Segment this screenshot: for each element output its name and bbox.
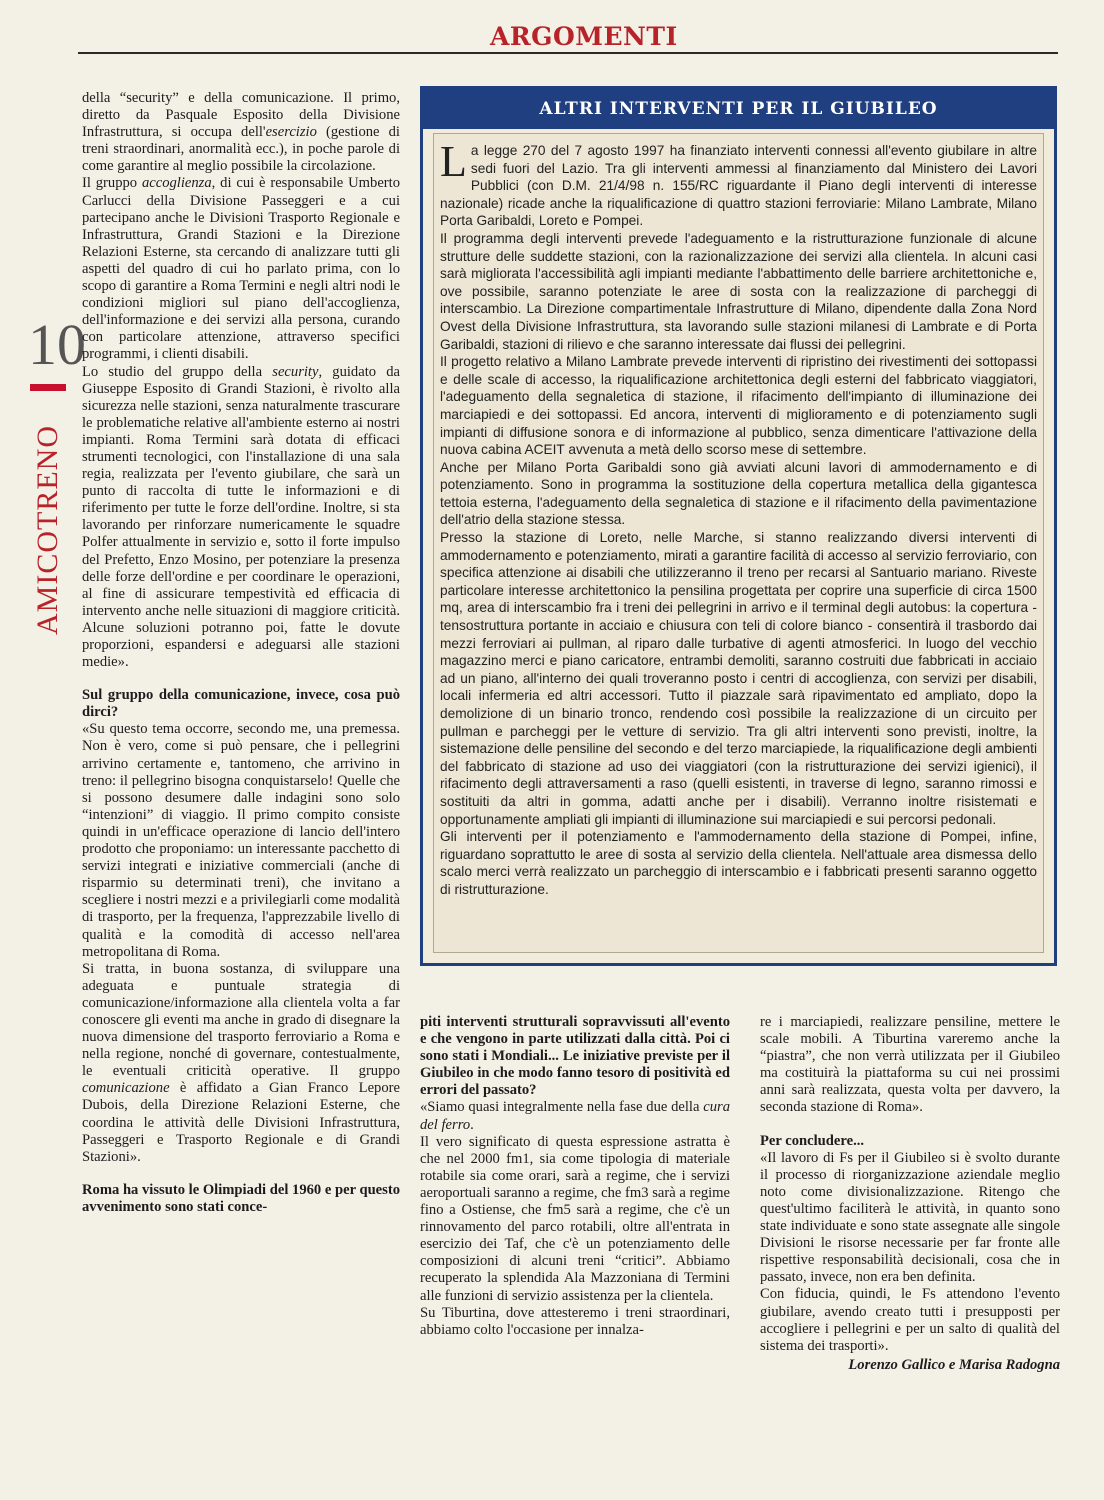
red-accent-bar xyxy=(30,384,66,391)
box-paragraph-4: Anche per Milano Porta Garibaldi sono già avviati alcuni lavori di ammodernamento e di potenziamento. Sono in programma la sostituzione della copertura metallica della gigantesca tettoia esterna, l'adeguamento della segnaletica di stazione e il rifacimento della pavimentazione dell'atrio della stazione stessa. xyxy=(440,459,1037,528)
right-paragraph-3: Con fiducia, quindi, le Fs attendono l'evento giubilare, avendo creato tutti i presupposti per accogliere i pellegrini e per un salto di qualità del sistema dei trasporti». xyxy=(760,1286,1060,1354)
left-paragraph-1: della “security” e della comunicazione. Il primo, diretto da Pasquale Esposito della Divisione Infrastruttura, si occupa dell'esercizio (gestione di treni straordinari, anormalità ecc.), in poche parole di come garantire al meglio possibile la circolazione. xyxy=(82,90,400,175)
box-paragraph-5: Presso la stazione di Loreto, nelle Marche, si stanno realizzando diversi interventi di ammodernamento e potenziamento, mirati a garantire facilità di accesso al servizio ferroviario, con specifica attenzione ai disabili che utilizzeranno il treno per recarsi al Santuario mariano. Riveste particolare interesse architettonico la pensilina progettata per coprire una superficie di circa 1500 mq, area di interscambio fra i treni dei pellegrini in arrivo e il terminal degli autobus: la copertura - tensostruttura portante in acciaio e chiusura con teli di colore bianco - consentirà il trasbordo dai mezzi ferroviari ai pullman, al riparo dalle turbative di agenti atmosferici. In luogo del vecchio magazzino merci e piano caricatore, entrambi demoliti, saranno costruiti due fabbricati in acciaio ad un piano, all'interno dei quali troveranno posto i centri di accoglienza, con servizi per disabili, locali infermeria ed altri accessori. Tutto il piazzale sarà ripavimentato ed ampliato, dopo la demolizione di un binario tronco, rendendo così possibile la realizzazione di un circuito per pullman e parcheggi per le vetture di servizio. Tra gli altri interventi sono previsti, inoltre, la sistemazione delle pensiline del secondo e del terzo marciapiede, la riqualificazione degli ambienti del fabbricato di stazione ad uso dei viaggiatori (con la ristrutturazione dei servizi igienici), il rifacimento degli attraversamenti a raso (quelli esistenti, in traverse di legno, saranno rimossi e sostituiti da altri in gomma, adatti anche per i disabili). Verranno inoltre risistemati e opportunamente ampliati gli impianti di illuminazione sui marciapiedi e sui percorsi pedonali. xyxy=(440,530,1037,827)
interview-question-2-continued: piti interventi strutturali sopravvissuti all'evento e che vengono in parte utilizzati dalla città. Poi ci sono stati i Mondiali... Le iniziative previste per il Giubileo in che modo fanno tesoro di positività ed errori del passato? xyxy=(420,1014,730,1099)
right-column xyxy=(760,1014,1060,1374)
box-paragraph-1: La legge 270 del 7 agosto 1997 ha finanziato interventi connessi all'evento giubilare in altre sedi fuori del Lazio. Tra gli interventi ammessi al finanziamento dal Ministero dei Lavori Pubblici (con D.M. 21/4/98 n. 155/RC riguardante il Piano degli interventi di interesse nazionale) ricade anche la riqualificazione di quattro stazioni ferroviarie: Milano Lambrate, Milano Porta Garibaldi, Loreto e Pompei. xyxy=(440,137,1037,229)
box-content-panel xyxy=(433,133,1044,953)
box-body xyxy=(440,137,1037,899)
middle-paragraph-3: Su Tiburtina, dove attesteremo i treni straordinari, abbiamo colto l'occasione per innalza- xyxy=(420,1304,730,1338)
left-column xyxy=(82,90,400,1216)
sidebar-box xyxy=(420,86,1057,966)
box-paragraph-6: Gli interventi per il potenziamento e l'ammodernamento della stazione di Pompei, infine, riguardano soprattutto le aree di sosta al servizio della clientela. Nell'attuale area dismessa dello scalo merci verrà realizzato un parcheggio di interscambio e i fabbricati presenti saranno oggetto di ristrutturazione. xyxy=(440,829,1037,897)
magazine-section-name: AMICOTRENO xyxy=(31,425,64,635)
box-paragraph-2: Il programma degli interventi prevede l'adeguamento e la ristrutturazione funzionale di alcune strutture delle suddette stazioni, con la razionalizzazione dei servizi alla clientela. In alcuni casi sarà migliorata l'accessibilità agli impianti mediante l'abbattimento delle barriere architettoniche e, ove possibile, saranno potenziate le aree di sosta con la realizzazione di parcheggi di interscambio. La Direzione compartimentale Infrastrutture di Milano, dipendente dalla Zona Nord Ovest della Divisione Infrastruttura, sta lavorando sulle stazioni milanesi di Lambrate e di Porta Garibaldi, stazioni di rilievo e che saranno interessate dai flussi dei pellegrini. xyxy=(440,230,1037,352)
left-paragraph-5: Si tratta, in buona sostanza, di sviluppare una adeguata e puntuale strategia di comunicazione/informazione alla clientela volta a far conoscere gli eventi ma anche in grado di disegnare la nuova dimensione del trasporto ferroviario a Roma e nella regione, nonché di governare, contestualmente, le eventuali criticità operative. Il gruppo comunicazione è affidato a Gian Franco Lepore Dubois, della Direzione Relazioni Esterne, che coordina le attività delle Divisioni Infrastruttura, Passeggeri e Trasporto Regionale e di Grandi Stazioni». xyxy=(82,960,400,1165)
box-title: ALTRI INTERVENTI PER IL GIUBILEO xyxy=(423,89,1054,129)
header-rule xyxy=(78,52,1058,54)
middle-paragraph-2: Il vero significato di questa espressione astratta è che nel 2000 fm1, sia come tipologia di materiale rotabile sia come orari, sarà a regime, che i servizi aeroportuali saranno a regime, che fm3 sarà a regime fino a Ostiense, che fm5 sarà a regime, che c'è un rinnovamento del parco rotabili, oltre all'entrata in esercizio dei Taf, che c'è un potenziamento delle composizioni di alcuni treni “critici”. Abbiamo recuperato la splendida Ala Mazzoniana di Termini alle funzioni di servizio assistenza per la clientela. xyxy=(420,1133,730,1304)
right-paragraph-2: «Il lavoro di Fs per il Giubileo si è svolto durante il processo di riorganizzazione aziendale meglio noto come divisionalizzazione. Ritengo che quest'ultimo faciliterà le attività, in quanto sono state individuate e sono state assegnate alle singole Divisioni le risorse necessarie per far fronte alle rispettive responsabilità decisionali, cosa che in passato, invece, non era ben definita. xyxy=(760,1149,1060,1286)
drop-cap: L xyxy=(440,137,467,186)
author-signature: Lorenzo Gallico e Marisa Radogna xyxy=(848,1356,1060,1373)
middle-paragraph-1: «Siamo quasi integralmente nella fase due della cura del ferro. xyxy=(420,1099,730,1133)
interview-question-3: Per concludere... xyxy=(760,1132,865,1149)
middle-column xyxy=(420,1014,730,1339)
section-header-title: ARGOMENTI xyxy=(490,22,678,51)
right-paragraph-1: re i marciapiedi, realizzare pensiline, mettere le scale mobili. A Tiburtina vareremo anche la “piastra”, che non verrà utilizzata per il Giubileo ma costituirà la piattaforma su cui nei prossimi anni sarà realizzata, questa volta per davvero, la seconda stazione di Roma». xyxy=(760,1014,1060,1116)
box-paragraph-3: Il progetto relativo a Milano Lambrate prevede interventi di ripristino dei rivestimenti dei sottopassi e delle scale di accesso, la riqualificazione architettonica degli esterni del fabbricato viaggiatori, l'adeguamento della segnaletica di stazione, il rifacimento dell'impianto di illuminazione dei marciapiedi e dei sottopassi. Ed ancora, interventi di miglioramento e di potenziamento sugli impianti di diffusione sonora e di informazione al pubblico, senza dimenticare l'attivazione della nuova cabina ACEIT avvenuta a metà dello scorso mese di settembre. xyxy=(440,354,1037,458)
interview-question-2: Roma ha vissuto le Olimpiadi del 1960 e per questo avvenimento sono stati conce- xyxy=(82,1181,400,1215)
left-paragraph-2: Il gruppo accoglienza, di cui è responsabile Umberto Carlucci della Divisione Passeggeri e a cui partecipano anche le Divisioni Trasporto Regionale e Infrastruttura, Grandi Stazioni e la Direzione Relazioni Esterne, sta cercando di analizzare tutti gli aspetti del quadro di cui ho parlato prima, con lo scopo di garantire a Roma Termini e negli altri nodi le condizioni migliori sul piano dell'accoglienza, dell'informazione e dei servizi alla persona, curando con particolare attenzione, attraverso specifici programmi, i clienti disabili. xyxy=(82,175,401,363)
left-paragraph-3: Lo studio del gruppo della security, guidato da Giuseppe Esposito di Grandi Stazioni, è rivolto alla sicurezza nelle stazioni, senza naturalmente trascurare le problematiche relative all'ambiente esterno ai nostri impianti. Roma Termini sarà dotata di efficaci strumenti tecnologici, con l'installazione di una sala regia, realizzata per l'evento giubilare, che sarà un punto di raccolta di tutte le informazioni e di riferimento per tutte le forze dell'ordine. Inoltre, si sta lavorando per rinforzare numericamente le squadre Polfer attualmente in servizio e, sotto il forte impulso del Prefetto, Enzo Mosino, per potenziare la presenza delle forze dell'ordine e per coordinare le operazioni, al fine di assicurare tempestività ed efficacia di intervento anche nelle situazioni di maggiore criticità. Alcune soluzioni potranno poi, fatte le dovute proporzioni, espandersi e adeguarsi alle stazioni medie». xyxy=(82,363,400,671)
interview-question-1: Sul gruppo della comunicazione, invece, cosa può dirci? xyxy=(82,687,400,721)
left-paragraph-4: «Su questo tema occorre, secondo me, una premessa. Non è vero, come si può pensare, che i pellegrini arrivino certamente e, tantomeno, che arrivino in treno: il pellegrino bisogna conquistarselo! Quelle che si possono desumere dalle indagini sono solo “intenzioni” di viaggio. Il primo compito consiste quindi in un'efficace operazione di lancio dell'intero prodotto che proponiamo: un interessante pacchetto di servizi integrati e iniziative commerciali (anche di risparmio su determinati treni), che invitano a scegliere i nostri mezzi e a privilegiarli come modalità di trasporto, per la frequenza, l'apprezzabile livello di qualità e la comodità di accesso nell'area metropolitana di Roma. xyxy=(82,721,400,960)
page-number: 10 xyxy=(28,312,86,377)
